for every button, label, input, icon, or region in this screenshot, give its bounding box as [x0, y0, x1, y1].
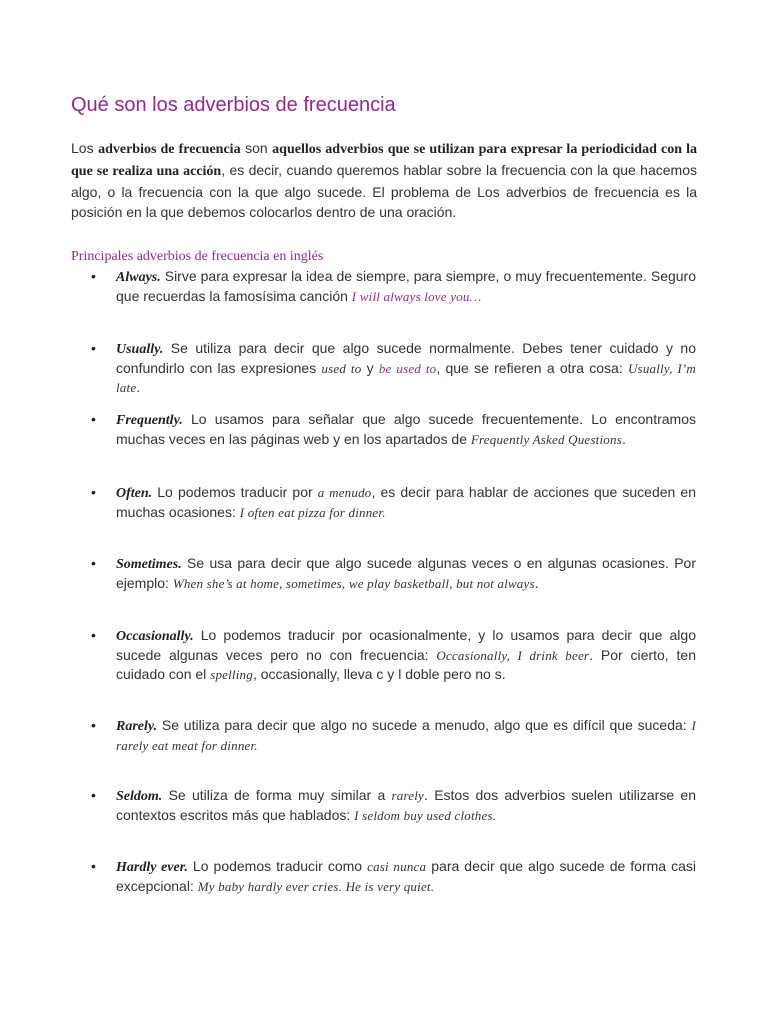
intro-text: Los — [71, 140, 99, 156]
intro-paragraph — [71, 138, 697, 222]
adverb-term: Seldom. — [116, 789, 163, 804]
adverb-description: Lo podemos traducir por — [152, 484, 318, 500]
intro-bold-term: adverbios de frecuencia — [98, 142, 241, 157]
adverb-description: Se utiliza para decir que algo no sucede a menudo, algo que es difícil que suceda: — [157, 717, 692, 733]
bullet-icon: • — [91, 340, 96, 356]
adverb-description: , occasionally, lleva c y l doble pero no s. — [252, 666, 506, 682]
example-text: rarely — [391, 788, 425, 803]
adverb-description: . — [621, 431, 626, 447]
adverb-description: Lo podemos traducir por ocasionalmente, y lo usamos para decir que algo sucede algunas veces pero no con frecuencia: — [116, 627, 696, 663]
example-text: My baby hardly ever cries. He is very quiet. — [197, 879, 435, 894]
example-text: a menudo — [317, 485, 372, 500]
adverb-description: Lo usamos para señalar que algo sucede frecuentemente. Lo encontramos muchas veces en las páginas web y en los apartados de — [116, 411, 696, 447]
adverb-item-occasionally — [91, 626, 696, 684]
page-title: Qué son los adverbios de frecuencia — [71, 94, 396, 116]
adverb-term: Rarely. — [116, 719, 158, 734]
adverb-description: Lo podemos traducir como — [187, 858, 368, 874]
example-text: Occasionally, I drink beer — [436, 648, 590, 663]
example-text: Frequently Asked Questions — [470, 432, 622, 447]
adverb-description: . Estos dos adverbios suelen utilizarse en contextos escritos más que hablados: — [116, 787, 696, 823]
bullet-icon: • — [91, 717, 96, 733]
bullet-icon: • — [91, 627, 96, 643]
example-text: used to — [321, 361, 362, 376]
example-text: I will always love you… — [351, 289, 482, 304]
adverb-description: , es decir para hablar de acciones que suceden en muchas ocasiones: — [116, 484, 696, 520]
example-text: When she’s at home, sometimes, we play basketball, but not always — [172, 576, 535, 591]
example-text: Usually, I’m late — [116, 361, 696, 395]
adverb-description: y — [361, 360, 379, 376]
section-subtitle: Principales adverbios de frecuencia en inglés — [71, 249, 324, 264]
example-text: I often eat pizza for dinner. — [239, 505, 386, 520]
adverb-description: Se utiliza para decir que algo sucede normalmente. Debes tener cuidado y no confundirlo con las expresiones — [116, 340, 696, 376]
example-text: spelling — [210, 667, 253, 682]
adverb-term: Often. — [116, 486, 153, 501]
adverb-term: Hardly ever. — [116, 860, 188, 875]
adverb-description: Se utiliza de forma muy similar a — [162, 787, 392, 803]
adverb-description: para decir que algo sucede de forma casi excepcional: — [116, 858, 697, 894]
intro-bold-definition: aquellos adverbios que se utilizan para expresar la periodicidad con la que se realiza una acción — [71, 142, 697, 179]
adverb-item-always — [91, 267, 696, 306]
adverb-description: . Por cierto, ten cuidado con el — [116, 647, 696, 682]
adverb-description: Se usa para decir que algo sucede algunas veces o en algunas ocasiones. Por ejemplo: — [116, 555, 696, 591]
adverb-description: Sirve para expresar la idea de siempre, para siempre, o muy frecuentemente. Seguro que recuerdas la famosísima canción — [116, 268, 696, 304]
adverb-term: Frequently. — [116, 413, 183, 428]
adverb-description: , que se refieren a otra cosa: — [436, 360, 628, 376]
adverb-description: . — [136, 379, 141, 395]
bullet-icon: • — [91, 411, 96, 427]
intro-text: , es decir, cuando queremos hablar sobre la frecuencia con la que hacemos algo, o la frecuencia con la que algo sucede. El problema de Los adverbios de frecuencia es la posición en la que debemos colocarlos dentro de una oración. — [71, 162, 697, 220]
adverb-item-often — [91, 483, 696, 522]
adverb-description: . — [534, 575, 539, 591]
adverb-item-seldom — [91, 786, 696, 825]
example-text: be used to — [378, 361, 437, 376]
bullet-icon: • — [91, 484, 96, 500]
adverb-item-hardly-ever — [91, 857, 697, 896]
adverb-item-rarely — [91, 716, 696, 755]
adverb-item-sometimes — [91, 554, 696, 593]
example-text: I rarely eat meat for dinner. — [116, 718, 696, 753]
adverb-item-frequently — [91, 410, 696, 449]
bullet-icon: • — [91, 268, 96, 284]
example-text: casi nunca — [367, 859, 427, 874]
bullet-icon: • — [91, 858, 96, 874]
adverb-item-usually — [91, 339, 696, 397]
adverb-term: Usually. — [116, 342, 164, 357]
adverb-term: Always. — [116, 270, 161, 285]
example-text: I seldom buy used clothes. — [354, 808, 497, 823]
adverb-term: Sometimes. — [116, 557, 182, 572]
adverb-term: Occasionally. — [116, 629, 194, 644]
intro-text: son — [240, 140, 273, 156]
bullet-icon: • — [91, 787, 96, 803]
bullet-icon: • — [91, 555, 96, 571]
